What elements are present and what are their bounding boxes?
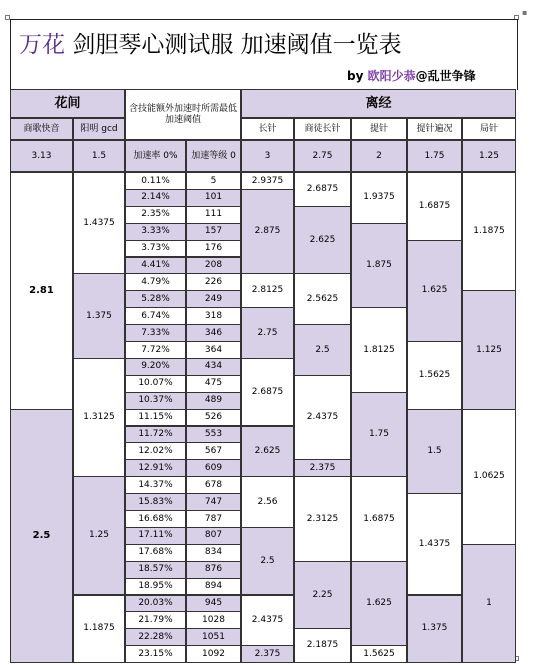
- haste-level-cell: 609: [186, 459, 241, 477]
- haste-rate-cell: 7.72%: [125, 341, 186, 359]
- haste-level-cell: 157: [186, 223, 241, 241]
- threshold-cell-l3: 1.8125: [351, 307, 407, 393]
- threshold-cell-l1: 2.5: [241, 527, 294, 596]
- base-value: 3.13: [10, 140, 73, 172]
- threshold-cell-l2: 2.6875: [294, 172, 351, 207]
- base-value: 1.25: [462, 140, 516, 172]
- haste-level-cell: 318: [186, 307, 241, 325]
- haste-rate-cell: 17.68%: [125, 544, 186, 562]
- haste-level-cell: 678: [186, 476, 241, 494]
- threshold-cell-h2: 1.25: [73, 476, 125, 595]
- threshold-cell-l1: 2.75: [241, 307, 294, 359]
- haste-level-cell: 747: [186, 493, 241, 511]
- threshold-cell-l4: 1.375: [407, 595, 462, 664]
- group-header-huajian: 花间: [10, 89, 125, 118]
- haste-level-cell: 475: [186, 375, 241, 393]
- group-header-lijing: 离经: [241, 89, 516, 118]
- haste-level-cell: 489: [186, 392, 241, 410]
- haste-rate-cell: 10.07%: [125, 375, 186, 393]
- threshold-cell-l2: 2.375: [294, 459, 351, 477]
- haste-level-cell: 894: [186, 578, 241, 596]
- threshold-cell-l1: 2.375: [241, 645, 294, 663]
- threshold-cell-h1: 2.81: [10, 172, 73, 410]
- threshold-cell-l3: 1.6875: [351, 476, 407, 562]
- base-value: 2.75: [294, 140, 351, 172]
- haste-level-cell: 249: [186, 290, 241, 308]
- haste-rate-cell: 4.79%: [125, 273, 186, 291]
- haste-level-cell: 346: [186, 324, 241, 342]
- haste-level-cell: 1092: [186, 645, 241, 663]
- threshold-cell-l4: 1.5625: [407, 341, 462, 410]
- group-note-text: 含技能额外加速时所需最低加速阈值: [128, 103, 237, 125]
- haste-level-cell: 364: [186, 341, 241, 359]
- threshold-cell-l1: 2.625: [241, 426, 294, 478]
- haste-rate-cell: 5.28%: [125, 290, 186, 308]
- threshold-cell-h2: 1.375: [73, 273, 125, 359]
- threshold-cell-l5: 1: [462, 544, 516, 663]
- haste-rate-cell: 17.11%: [125, 527, 186, 545]
- threshold-cell-l5: 1.125: [462, 290, 516, 409]
- haste-rate-cell: 18.95%: [125, 578, 186, 596]
- haste-level-cell: 526: [186, 409, 241, 427]
- haste-level-cell: 434: [186, 358, 241, 376]
- threshold-cell-l3: 1.5625: [351, 645, 407, 663]
- haste-rate-cell: 18.57%: [125, 561, 186, 579]
- threshold-cell-l5: 1.1875: [462, 172, 516, 291]
- haste-rate-cell: 20.03%: [125, 595, 186, 613]
- threshold-cell-h2: 1.3125: [73, 358, 125, 477]
- threshold-cell-l4: 1.4375: [407, 493, 462, 595]
- threshold-cell-l3: 1.875: [351, 223, 407, 309]
- author-by: by: [347, 69, 364, 83]
- haste-rate-cell: 14.37%: [125, 476, 186, 494]
- base-value: 3: [241, 140, 294, 172]
- threshold-cell-l3: 1.625: [351, 561, 407, 647]
- threshold-cell-l1: 2.4375: [241, 595, 294, 647]
- haste-rate-cell: 11.15%: [125, 409, 186, 427]
- skill-header: 局针: [462, 118, 516, 140]
- haste-rate-cell: 4.41%: [125, 257, 186, 275]
- threshold-cell-l1: 2.6875: [241, 358, 294, 427]
- haste-rate-cell: 23.15%: [125, 645, 186, 663]
- threshold-cell-l2: 2.5625: [294, 273, 351, 325]
- haste-level-cell: 111: [186, 206, 241, 224]
- author-team: @乱世争锋: [415, 69, 476, 83]
- title-highlight: 万花: [19, 32, 65, 58]
- base-level-text: 加速等级 0: [191, 150, 236, 161]
- skill-header: 提针: [351, 118, 407, 140]
- skill-header: 长针: [241, 118, 294, 140]
- threshold-cell-l3: 1.9375: [351, 172, 407, 224]
- haste-level-cell: 101: [186, 189, 241, 207]
- threshold-cell-l2: 2.3125: [294, 476, 351, 562]
- threshold-cell-h2: 1.4375: [73, 172, 125, 274]
- threshold-cell-l2: 2.1875: [294, 628, 351, 663]
- haste-level-cell: 834: [186, 544, 241, 562]
- haste-level-cell: 567: [186, 442, 241, 460]
- haste-rate-cell: 3.73%: [125, 240, 186, 258]
- author-name: 欧阳少恭: [367, 69, 416, 83]
- haste-level-cell: 787: [186, 510, 241, 528]
- haste-rate-cell: 10.37%: [125, 392, 186, 410]
- haste-rate-cell: 9.20%: [125, 358, 186, 376]
- title-text: 剑胆琴心测试服 加速阈值一览表: [72, 32, 402, 58]
- threshold-cell-l2: 2.4375: [294, 375, 351, 461]
- base-level: [186, 140, 241, 172]
- haste-level-cell: 807: [186, 527, 241, 545]
- threshold-cell-l5: 1.0625: [462, 409, 516, 545]
- haste-level-cell: 208: [186, 257, 241, 275]
- threshold-cell-l1: 2.56: [241, 476, 294, 528]
- page-title: [19, 26, 402, 59]
- haste-rate-cell: 16.68%: [125, 510, 186, 528]
- threshold-cell-l1: 2.875: [241, 189, 294, 275]
- haste-level-cell: 876: [186, 561, 241, 579]
- threshold-cell-l4: 1.6875: [407, 172, 462, 241]
- threshold-cell-l2: 2.5: [294, 324, 351, 376]
- haste-rate-cell: 2.35%: [125, 206, 186, 224]
- skill-header: 商歌快音: [10, 118, 73, 140]
- author-line: [347, 67, 476, 84]
- haste-rate-cell: 12.91%: [125, 459, 186, 477]
- haste-rate-cell: 6.74%: [125, 307, 186, 325]
- threshold-cell-l1: 2.8125: [241, 273, 294, 308]
- base-value: 1.75: [407, 140, 462, 172]
- base-value: 2: [351, 140, 407, 172]
- haste-level-cell: 945: [186, 595, 241, 613]
- base-rate-text: 加速率 0%: [133, 150, 178, 161]
- threshold-cell-l4: 1.5: [407, 409, 462, 495]
- skill-header: 商徒长针: [294, 118, 351, 140]
- skill-header: 阳明 gcd: [73, 118, 125, 140]
- haste-rate-cell: 11.72%: [125, 426, 186, 444]
- haste-level-cell: 226: [186, 273, 241, 291]
- haste-level-cell: 553: [186, 426, 241, 444]
- haste-rate-cell: 12.02%: [125, 442, 186, 460]
- haste-rate-cell: 3.33%: [125, 223, 186, 241]
- haste-rate-cell: 22.28%: [125, 628, 186, 646]
- threshold-cell-l3: 1.75: [351, 392, 407, 478]
- group-header-note: [125, 89, 241, 140]
- haste-level-cell: 1028: [186, 611, 241, 629]
- haste-rate-cell: 2.14%: [125, 189, 186, 207]
- threshold-cell-l4: 1.625: [407, 240, 462, 342]
- title-block: [10, 19, 518, 90]
- threshold-cell-l2: 2.25: [294, 561, 351, 630]
- threshold-cell-h2: 1.1875: [73, 595, 125, 664]
- threshold-cell-l1: 2.9375: [241, 172, 294, 190]
- haste-level-cell: 1051: [186, 628, 241, 646]
- paragraph-mark: ▪: [522, 8, 528, 17]
- threshold-cell-l2: 2.625: [294, 206, 351, 275]
- base-value: 1.5: [73, 140, 125, 172]
- haste-rate-cell: 0.11%: [125, 172, 186, 190]
- base-rate: [125, 140, 186, 172]
- skill-header: 提针遍况: [407, 118, 462, 140]
- haste-rate-cell: 15.83%: [125, 493, 186, 511]
- haste-rate-cell: 7.33%: [125, 324, 186, 342]
- haste-level-cell: 5: [186, 172, 241, 190]
- haste-rate-cell: 21.79%: [125, 611, 186, 629]
- threshold-cell-h1: 2.5: [10, 409, 73, 664]
- haste-level-cell: 176: [186, 240, 241, 258]
